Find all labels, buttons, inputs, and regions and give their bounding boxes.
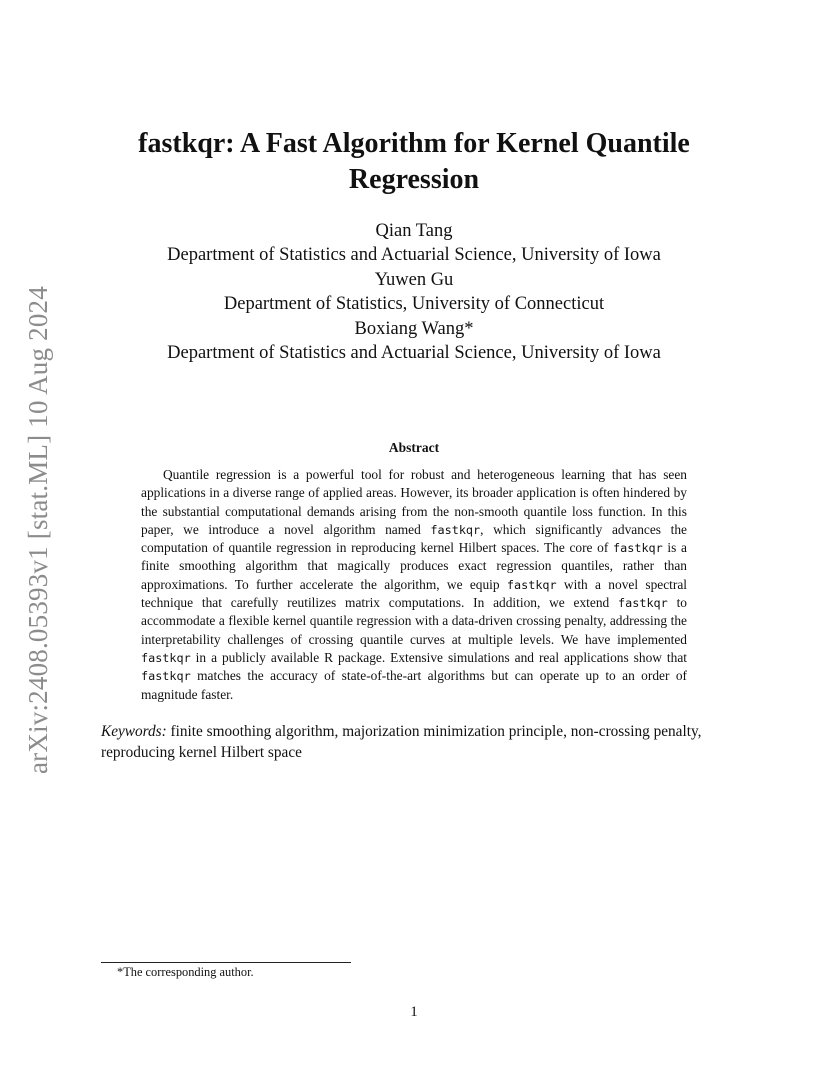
footnote: *The corresponding author.: [117, 965, 254, 979]
keywords-text: finite smoothing algorithm, majorization minimization principle, non-crossing penalty, reproducing kernel Hilbert space: [101, 723, 702, 761]
abstract-body: [141, 466, 687, 704]
package-name: fastkqr: [618, 596, 668, 611]
abstract-paragraph: [141, 466, 687, 704]
abstract-text: , which significantly advances the computation of quantile regression in reproducing kernel Hilbert spaces. The core of: [141, 521, 687, 556]
footnote-divider: [101, 962, 351, 963]
abstract-text: with a novel spectral technique that carefully reutilizes matrix computations. In addition, we extend: [141, 576, 688, 611]
abstract-text: is a finite smoothing algorithm that magically produces exact regression quantiles, rather than approximations. To further accelerate the algorithm, we equip: [141, 540, 687, 592]
title-line-2: Regression: [348, 164, 480, 195]
author-name: Yuwen Gu: [374, 269, 454, 290]
package-name: fastkqr: [506, 577, 557, 592]
author-affiliation: Department of Statistics and Actuarial Science, University of Iowa: [167, 343, 661, 364]
keywords-label: Keywords:: [101, 723, 167, 740]
author-affiliation: Department of Statistics, University of Connecticut: [223, 294, 605, 315]
abstract-text: matches the accuracy of state-of-the-art algorithms but can operate up to an order of magnitude faster.: [141, 668, 687, 702]
package-name: fastkqr: [430, 522, 481, 537]
author-name: Qian Tang: [375, 221, 453, 241]
package-name: fastkqr: [141, 650, 191, 665]
author-affiliation: Department of Statistics and Actuarial Science, University of Iowa: [167, 245, 661, 266]
paper-title: [90, 126, 738, 198]
author-name: Boxiang Wang*: [354, 318, 474, 339]
page-number: 1: [410, 1004, 418, 1020]
abstract-text: to accommodate a flexible kernel quantile regression with a data-driven crossing penalty, addressing the interpretability challenges of crossing quantile curves at multiple levels. We have implemented: [141, 595, 687, 647]
keywords: [101, 722, 731, 763]
package-name: fastkqr: [613, 541, 663, 556]
abstract-text: Quantile regression is a powerful tool for robust and heterogeneous learning that has seen applications in a diverse range of applied areas. However, its broader application is often hindered by the substantial computational demands arising from the non-smooth quantile loss function. In this paper, we introduce a novel algorithm named: [141, 467, 687, 537]
author-block: [60, 219, 768, 365]
abstract-heading: Abstract: [388, 440, 440, 455]
arxiv-side-stamp: arXiv:2408.05393v1 [stat.ML] 10 Aug 2024: [23, 286, 53, 774]
title-line-1: fastkqr: A Fast Algorithm for Kernel Quantile: [138, 128, 690, 159]
abstract-text: in a publicly available R package. Extensive simulations and real applications show that: [190, 649, 687, 665]
package-name: fastkqr: [141, 669, 191, 684]
